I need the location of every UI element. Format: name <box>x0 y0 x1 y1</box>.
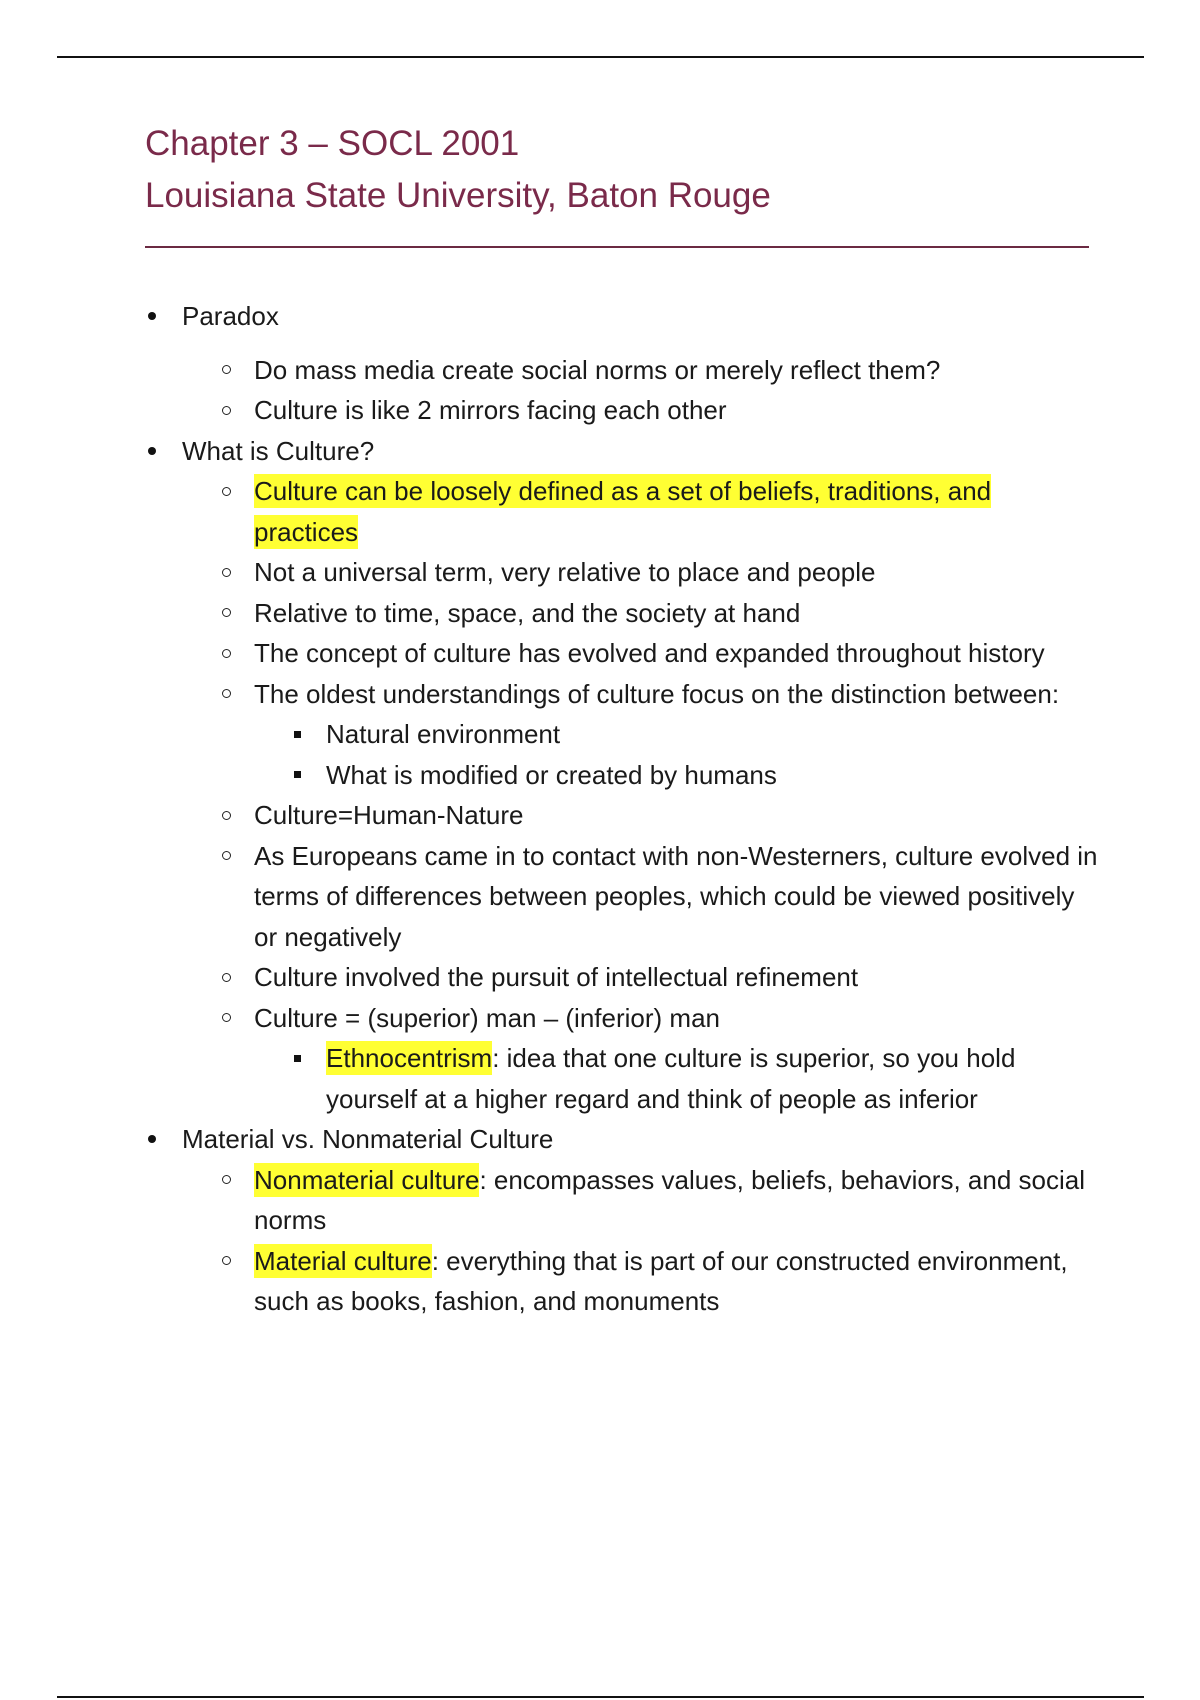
list-item-text: Culture is like 2 mirrors facing each other <box>254 395 727 425</box>
bullet-square-icon <box>287 1038 307 1079</box>
list-item-text: Culture=Human-Nature <box>254 800 524 830</box>
sub-list-item <box>140 755 1100 796</box>
highlighted-term: Ethnocentrism <box>326 1043 493 1073</box>
sub-list-item <box>140 714 1100 755</box>
bullet-ring-icon <box>216 552 236 593</box>
highlighted-term: Nonmaterial culture <box>254 1164 480 1195</box>
list-item <box>140 1160 1100 1241</box>
bullet-dot-icon <box>142 1119 162 1160</box>
bullet-ring-icon <box>216 1160 236 1201</box>
bullet-ring-icon <box>216 471 236 512</box>
list-item <box>140 795 1100 836</box>
list-item <box>140 998 1100 1039</box>
list-item-text: The oldest understandings of culture focus on the distinction between: <box>254 678 1060 709</box>
list-item-text: As Europeans came in to contact with non-Westerners, culture evolved in terms of differences between peoples, which could be viewed positively or negatively <box>254 840 1098 952</box>
list-item <box>140 674 1100 715</box>
list-item <box>140 633 1100 674</box>
sub-list-item-text: Natural environment <box>326 719 561 749</box>
term-definition: : encompasses values, beliefs, behaviors, and social norms <box>254 1164 1085 1235</box>
bullet-square-icon <box>287 755 307 796</box>
outline-item-culture <box>140 431 1100 472</box>
outline-heading: Material vs. Nonmaterial Culture <box>182 1124 554 1154</box>
bullet-ring-icon <box>216 350 236 391</box>
outline-heading: What is Culture? <box>182 435 375 466</box>
list-item <box>140 552 1100 593</box>
bottom-page-rule <box>57 1696 1144 1698</box>
bullet-ring-icon <box>216 1241 236 1282</box>
list-item-text: Culture = (superior) man – (inferior) man <box>254 1002 720 1033</box>
document-header <box>145 118 1089 222</box>
title-divider <box>145 246 1089 248</box>
list-item <box>140 471 1100 552</box>
bullet-dot-icon <box>142 431 162 472</box>
chapter-title: Chapter 3 – SOCL 2001 <box>145 124 520 163</box>
bullet-ring-icon <box>216 390 236 431</box>
outline-heading: Paradox <box>182 301 279 331</box>
highlighted-definition: Culture can be loosely defined as a set of beliefs, traditions, and practices <box>254 476 992 547</box>
list-item <box>140 593 1100 634</box>
list-item-text: Relative to time, space, and the society at hand <box>254 597 801 628</box>
notes-outline <box>140 296 1100 1322</box>
outline-item-paradox <box>140 296 1100 337</box>
bullet-square-icon <box>287 714 307 755</box>
list-item <box>140 390 1100 431</box>
bullet-ring-icon <box>216 836 236 877</box>
highlighted-term: Material culture <box>254 1245 432 1276</box>
term-definition: : everything that is part of our constructed environment, such as books, fashion, and monuments <box>254 1245 1068 1316</box>
bullet-ring-icon <box>216 633 236 674</box>
list-item <box>140 836 1100 958</box>
outline-item-material <box>140 1119 1100 1160</box>
list-item-text: Culture involved the pursuit of intellectual refinement <box>254 962 859 992</box>
list-item-text: The concept of culture has evolved and expanded throughout history <box>254 638 1045 668</box>
bullet-ring-icon <box>216 593 236 634</box>
list-item <box>140 957 1100 998</box>
bullet-ring-icon <box>216 957 236 998</box>
sub-list-item <box>140 1038 1100 1119</box>
university-subtitle: Louisiana State University, Baton Rouge <box>145 176 771 215</box>
sub-list-item-text: What is modified or created by humans <box>326 759 777 790</box>
list-item-text: Do mass media create social norms or merely reflect them? <box>254 354 941 385</box>
top-page-rule <box>57 56 1144 58</box>
list-item-text: Not a universal term, very relative to place and people <box>254 557 876 587</box>
bullet-ring-icon <box>216 795 236 836</box>
bullet-ring-icon <box>216 674 236 715</box>
bullet-ring-icon <box>216 998 236 1039</box>
list-item <box>140 350 1100 391</box>
list-item <box>140 1241 1100 1322</box>
bullet-dot-icon <box>142 296 162 337</box>
term-definition: : idea that one culture is superior, so you hold yourself at a higher regard and think of people as inferior <box>326 1043 1016 1114</box>
